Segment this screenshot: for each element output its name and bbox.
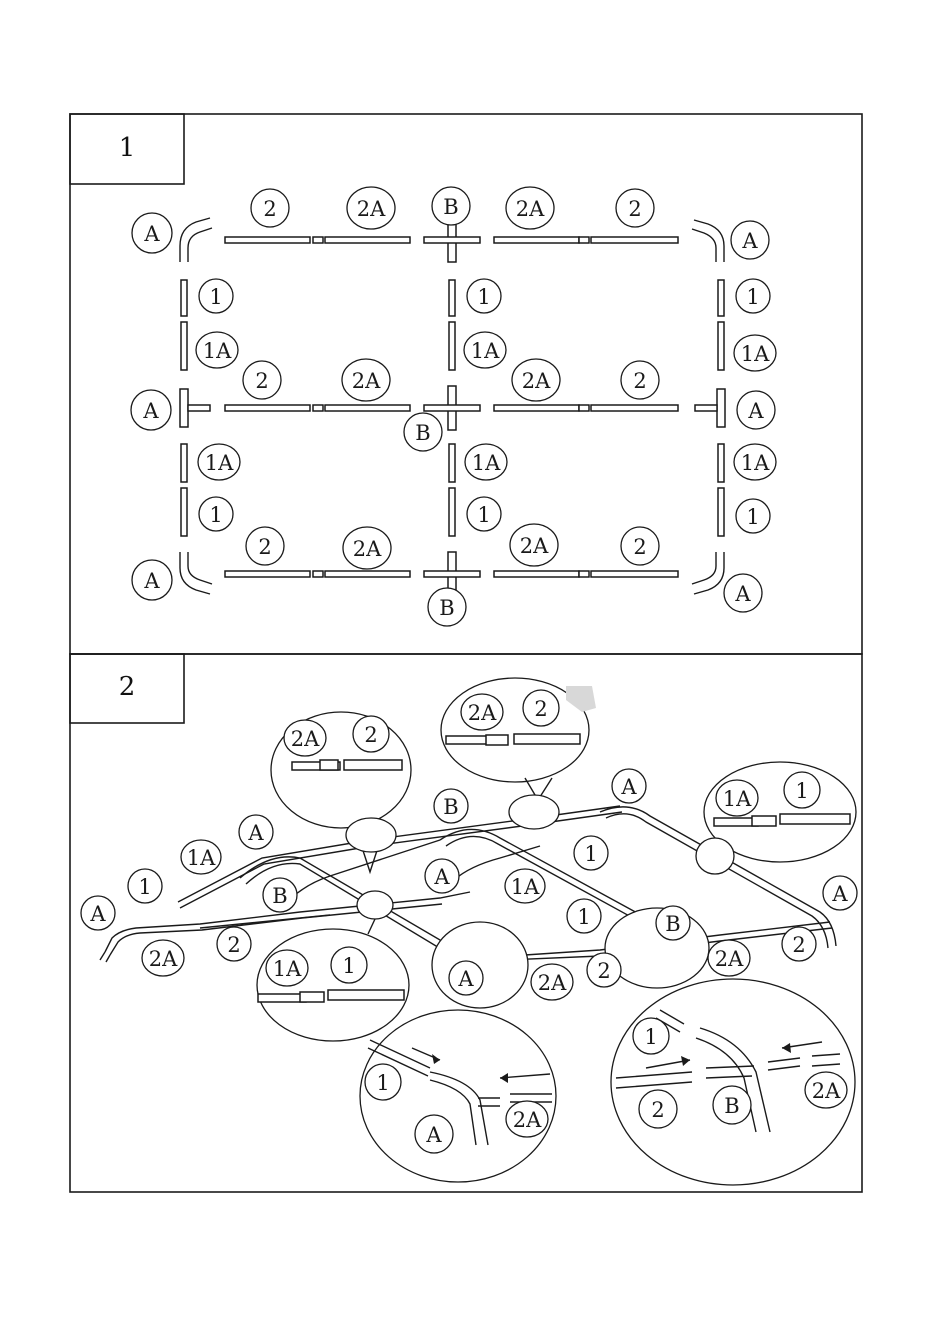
detail-connector: [320, 760, 338, 770]
label-text: A: [742, 229, 758, 253]
label-text: 2: [258, 535, 272, 559]
label-text: A: [144, 222, 160, 246]
pole-1: [449, 488, 455, 536]
label-pole_1a: [716, 780, 758, 816]
corner-fitting-a: [692, 220, 724, 262]
tee-fitting-b-arm: [424, 571, 480, 577]
label-text: 2: [597, 959, 611, 983]
pole-1a: [449, 322, 455, 370]
connector: [313, 405, 323, 411]
pole-1a: [718, 322, 724, 370]
callout-arrow: [368, 919, 375, 934]
label-pole_1a: [266, 950, 308, 986]
label-tee: [404, 413, 442, 451]
label-text: 2: [263, 197, 277, 221]
label-text: 2A: [515, 197, 545, 221]
label-text: A: [143, 399, 159, 423]
label-text: 2A: [356, 197, 386, 221]
pole-2a: [325, 405, 410, 411]
pole-2a: [325, 237, 410, 243]
label-text: 1A: [204, 451, 234, 475]
pole-1a: [718, 444, 724, 482]
label-text: B: [272, 884, 288, 908]
label-text: 1: [477, 285, 491, 309]
label-text: 1A: [186, 846, 216, 870]
label-text: 1: [209, 285, 223, 309]
pole-1: [718, 488, 724, 536]
callout-target: [509, 795, 559, 829]
label-text: 2A: [351, 369, 381, 393]
panel-1-exploded-layout: [131, 187, 776, 626]
pole-2a: [494, 571, 579, 577]
detail-connector: [486, 735, 508, 745]
label-text: 2: [651, 1098, 665, 1122]
label-pole_2a: [343, 527, 391, 569]
label-pole_1: [365, 1064, 401, 1100]
label-text: 2A: [537, 971, 567, 995]
corner-fitting-a: [180, 552, 212, 594]
label-text: 2: [792, 933, 806, 957]
label-corner: [724, 574, 762, 612]
label-text: 2: [633, 369, 647, 393]
side-tee-a: [717, 389, 725, 427]
label-pole_1a: [505, 869, 545, 903]
label-text: 2A: [519, 534, 549, 558]
detail-pole-2: [514, 734, 580, 744]
label-pole_2: [251, 189, 289, 227]
label-text: 2A: [714, 947, 744, 971]
label-pole_2: [616, 189, 654, 227]
pole-2: [591, 237, 678, 243]
pole-2a: [494, 237, 579, 243]
label-text: 2A: [521, 369, 551, 393]
pole-2a: [494, 405, 579, 411]
label-text: A: [748, 399, 764, 423]
detail-pole-1a: [258, 994, 306, 1002]
label-pole_2: [353, 716, 389, 752]
label-pole_1: [736, 499, 770, 533]
label-pole_2a: [708, 940, 750, 976]
label-pole_1a: [465, 444, 507, 480]
label-text: 2A: [512, 1108, 542, 1132]
label-pole_2: [587, 953, 621, 987]
connector: [579, 405, 589, 411]
label-text: B: [415, 421, 431, 445]
label-pole_1a: [198, 444, 240, 480]
tee-fitting-b-arm: [424, 237, 480, 243]
pole-2a: [325, 571, 410, 577]
label-pole_2: [217, 927, 251, 961]
label-pole_1a: [734, 335, 776, 371]
label-pole_2: [621, 527, 659, 565]
label-pole_2: [243, 361, 281, 399]
label-tee: [428, 588, 466, 626]
label-text: B: [443, 795, 459, 819]
label-text: 1: [577, 905, 591, 929]
label-text: 2A: [467, 701, 497, 725]
pole-1: [181, 488, 187, 536]
label-corner: [425, 859, 459, 893]
label-pole_2a: [506, 1101, 548, 1137]
label-text: 2: [628, 197, 642, 221]
label-text: 2: [255, 369, 269, 393]
label-text: 1A: [202, 339, 232, 363]
connector: [313, 237, 323, 243]
pole-1: [181, 280, 187, 316]
label-text: 1A: [740, 451, 770, 475]
panel-1-number: 1: [118, 133, 136, 163]
label-text: 1: [477, 503, 491, 527]
detail-connector: [300, 992, 324, 1002]
label-corner: [132, 213, 172, 253]
label-pole_1: [574, 836, 608, 870]
label-text: 2A: [148, 947, 178, 971]
pole-1: [718, 280, 724, 316]
label-text: 1A: [510, 875, 540, 899]
tee-fitting-b-arm: [424, 405, 480, 411]
label-text: 2A: [290, 727, 320, 751]
pole-1a: [181, 444, 187, 482]
label-text: A: [621, 775, 637, 799]
label-text: B: [724, 1094, 740, 1118]
label-text: 2A: [811, 1079, 841, 1103]
detail-circle-corner: [432, 922, 528, 1008]
label-pole_2: [621, 361, 659, 399]
label-corner: [612, 769, 646, 803]
leg: [100, 952, 110, 962]
label-pole_2a: [142, 940, 184, 976]
label-text: A: [832, 882, 848, 906]
detail-pole-2a: [446, 736, 490, 744]
label-corner: [81, 896, 115, 930]
label-text: 1: [644, 1025, 658, 1049]
label-pole_2a: [805, 1072, 847, 1108]
panel-2-perspective-assembly: [81, 678, 857, 1185]
label-pole_1: [128, 869, 162, 903]
pole-2: [225, 405, 310, 411]
connector: [313, 571, 323, 577]
connector: [579, 237, 589, 243]
label-corner: [737, 391, 775, 429]
label-text: 1: [746, 285, 760, 309]
label-text: 1: [795, 779, 809, 803]
label-text: 2: [364, 723, 378, 747]
label-pole_2: [782, 927, 816, 961]
label-text: A: [90, 902, 106, 926]
label-pole_2a: [461, 694, 503, 730]
connector: [579, 571, 589, 577]
pole-2: [225, 237, 310, 243]
label-text: A: [434, 865, 450, 889]
callout-target: [357, 891, 393, 919]
label-corner: [239, 815, 273, 849]
label-pole_1: [784, 772, 820, 808]
label-text: 1: [376, 1071, 390, 1095]
label-pole_1a: [464, 332, 506, 368]
label-pole_1: [467, 497, 501, 531]
label-pole_1a: [734, 444, 776, 480]
label-pole_1a: [181, 840, 221, 874]
label-tee: [263, 878, 297, 912]
label-text: A: [458, 967, 474, 991]
label-pole_1a: [196, 332, 238, 368]
label-pole_1: [567, 899, 601, 933]
pole-2: [591, 405, 678, 411]
label-text: 2: [227, 933, 241, 957]
label-pole_1: [199, 497, 233, 531]
label-text: B: [439, 596, 455, 620]
label-pole_2: [246, 527, 284, 565]
corner-fitting-a: [180, 218, 212, 262]
label-pole_2a: [347, 187, 395, 229]
detail-pole-1: [328, 990, 404, 1000]
label-corner: [449, 961, 483, 995]
label-text: B: [665, 912, 681, 936]
pole-1a: [181, 322, 187, 370]
label-corner: [131, 390, 171, 430]
label-pole_2a: [512, 359, 560, 401]
callout-target: [696, 838, 734, 874]
side-tee-a: [180, 389, 188, 427]
label-pole_1: [331, 947, 367, 983]
label-text: 2: [534, 697, 548, 721]
label-tee: [434, 789, 468, 823]
label-pole_2a: [284, 720, 326, 756]
label-text: 2: [633, 535, 647, 559]
label-text: 1: [138, 875, 152, 899]
label-text: A: [144, 569, 160, 593]
label-text: 1: [746, 505, 760, 529]
label-pole_2a: [510, 524, 558, 566]
label-text: 1A: [740, 342, 770, 366]
label-pole_1: [633, 1018, 669, 1054]
label-text: 1: [342, 954, 356, 978]
pole-2: [225, 571, 310, 577]
label-text: A: [248, 821, 264, 845]
label-pole_2a: [531, 964, 573, 1000]
label-text: A: [426, 1123, 442, 1147]
detail-connector: [752, 816, 776, 826]
detail-pole-1: [780, 814, 850, 824]
label-pole_2: [639, 1090, 677, 1128]
label-pole_1: [736, 279, 770, 313]
label-text: B: [443, 195, 459, 219]
label-text: 1A: [471, 451, 501, 475]
label-corner: [415, 1115, 453, 1153]
pole-1: [449, 280, 455, 316]
corner-fitting-a: [692, 552, 724, 594]
label-text: 2A: [352, 537, 382, 561]
label-tee: [713, 1086, 751, 1124]
callout-target: [346, 818, 396, 852]
side-tee-a-arm: [188, 405, 210, 411]
panel-2-number: 2: [118, 672, 136, 702]
label-text: 1A: [272, 957, 302, 981]
label-text: 1: [209, 503, 223, 527]
label-text: 1A: [722, 787, 752, 811]
label-corner: [731, 221, 769, 259]
label-pole_1: [199, 279, 233, 313]
label-pole_2a: [342, 359, 390, 401]
label-pole_1: [467, 279, 501, 313]
label-text: A: [735, 582, 751, 606]
label-corner: [132, 560, 172, 600]
detail-pole-2: [344, 760, 402, 770]
label-corner: [823, 876, 857, 910]
label-tee: [432, 187, 470, 225]
label-text: 1A: [470, 339, 500, 363]
side-tee-a-arm: [695, 405, 717, 411]
label-pole_2: [523, 690, 559, 726]
label-text: 1: [584, 842, 598, 866]
pole-1a: [449, 444, 455, 482]
label-tee: [656, 906, 690, 940]
pole-2: [591, 571, 678, 577]
label-pole_2a: [506, 187, 554, 229]
